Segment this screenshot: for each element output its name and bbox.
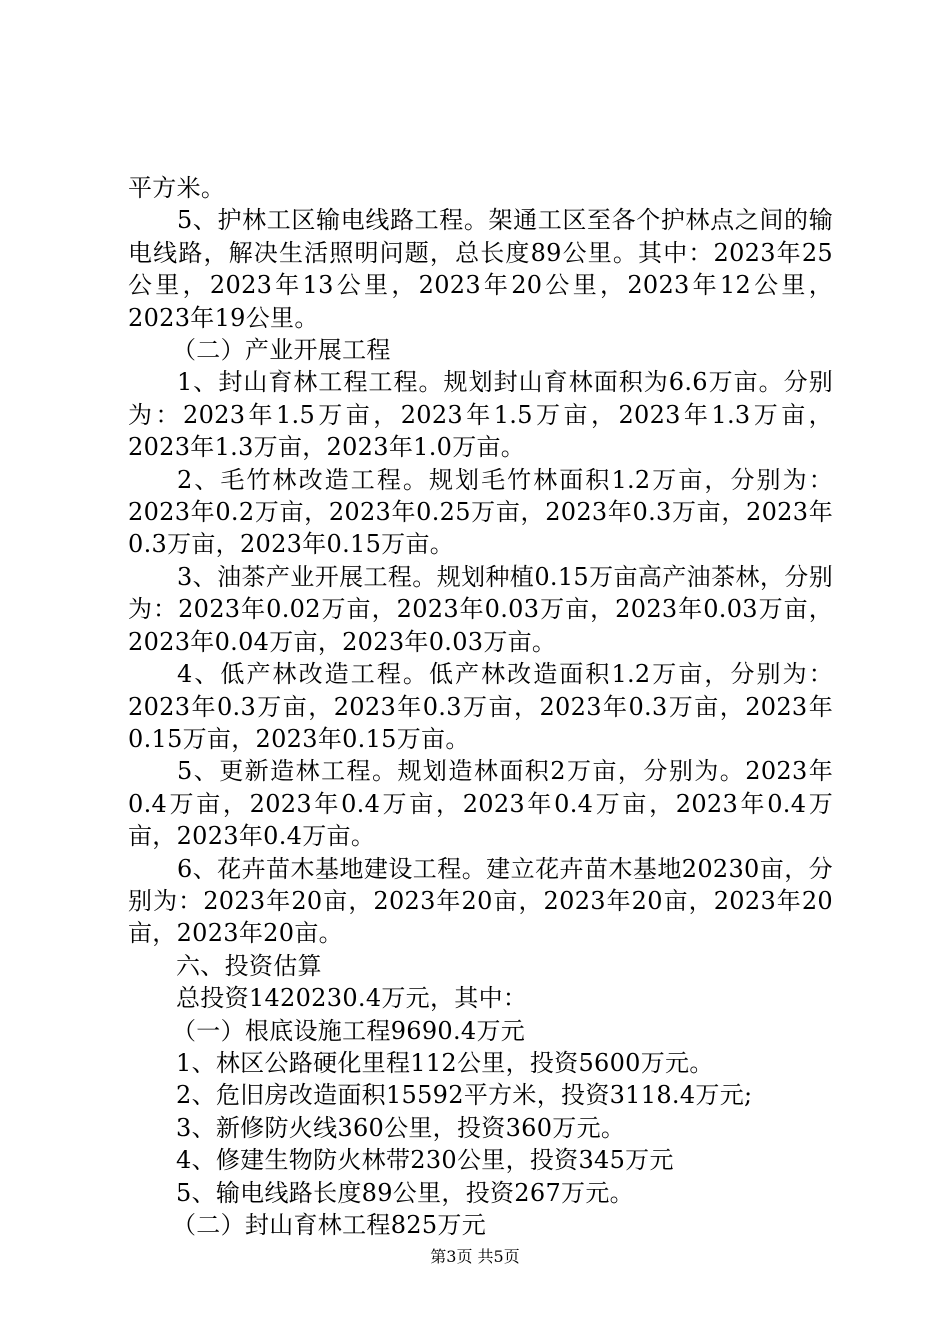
subheading-mountain-closure: （二）封山育林工程825万元 bbox=[172, 1211, 487, 1239]
subheading-infrastructure: （一）根底设施工程9690.4万元 bbox=[172, 1016, 526, 1045]
list-item-firebreak: 3、新修防火线360公里，投资360万元。 bbox=[176, 1113, 626, 1142]
section-heading-industry: （二）产业开展工程 bbox=[172, 336, 391, 365]
page-number-footer: 第3页 共5页 bbox=[430, 1247, 520, 1266]
document-body bbox=[128, 172, 833, 1241]
paragraph-mountain-closure: 1、封山育林工程工程。规划封山育林面积为6.6万亩。分别为：2023年1.5万亩，2023年1.5万亩，2023年1.3万亩，2023年1.3万亩，2023年1.0万亩。 bbox=[128, 368, 833, 462]
section-heading-investment: 六、投资估算 bbox=[176, 951, 322, 980]
paragraph-continuation: 平方米。 bbox=[128, 174, 226, 202]
list-item-power-line: 5、输电线路长度89公里，投资267万元。 bbox=[176, 1178, 634, 1207]
paragraph-low-yield-forest: 4、低产林改造工程。低产林改造面积1.2万亩，分别为：2023年0.3万亩，2023年0.3万亩，2023年0.3万亩，2023年0.15万亩，2023年0.15万亩。 bbox=[128, 660, 833, 753]
paragraph-total-investment: 总投资1420230.4万元，其中： bbox=[176, 984, 528, 1013]
paragraph-power-line-project: 5、护林工区输电线路工程。架通工区至各个护林点之间的输电线路，解决生活照明问题，总长度89公里。其中：2023年25公里，2023年13公里，2023年20公里，2023年12公里，2023年19公里。 bbox=[128, 206, 833, 332]
paragraph-camellia: 3、油茶产业开展工程。规划种植0.15万亩高产油茶林，分别为：2023年0.02万亩，2023年0.03万亩，2023年0.03万亩，2023年0.04万亩，2023年0.03万亩。 bbox=[128, 562, 833, 656]
list-item-road: 1、林区公路硬化里程112公里，投资5600万元。 bbox=[176, 1048, 714, 1077]
list-item-fire-belt: 4、修建生物防火林带230公里，投资345万元 bbox=[176, 1146, 674, 1175]
paragraph-bamboo: 2、毛竹林改造工程。规划毛竹林面积1.2万亩，分别为：2023年0.2万亩，2023年0.25万亩，2023年0.3万亩，2023年0.3万亩，2023年0.15万亩。 bbox=[128, 465, 833, 559]
paragraph-nursery-base: 6、花卉苗木基地建设工程。建立花卉苗木基地20230亩，分别为：2023年20亩，2023年20亩，2023年20亩，2023年20亩，2023年20亩。 bbox=[128, 854, 833, 948]
paragraph-reforestation: 5、更新造林工程。规划造林面积2万亩，分别为。2023年0.4万亩，2023年0.4万亩，2023年0.4万亩，2023年0.4万亩，2023年0.4万亩。 bbox=[128, 757, 833, 851]
list-item-housing: 2、危旧房改造面积15592平方米，投资3118.4万元; bbox=[176, 1081, 753, 1110]
